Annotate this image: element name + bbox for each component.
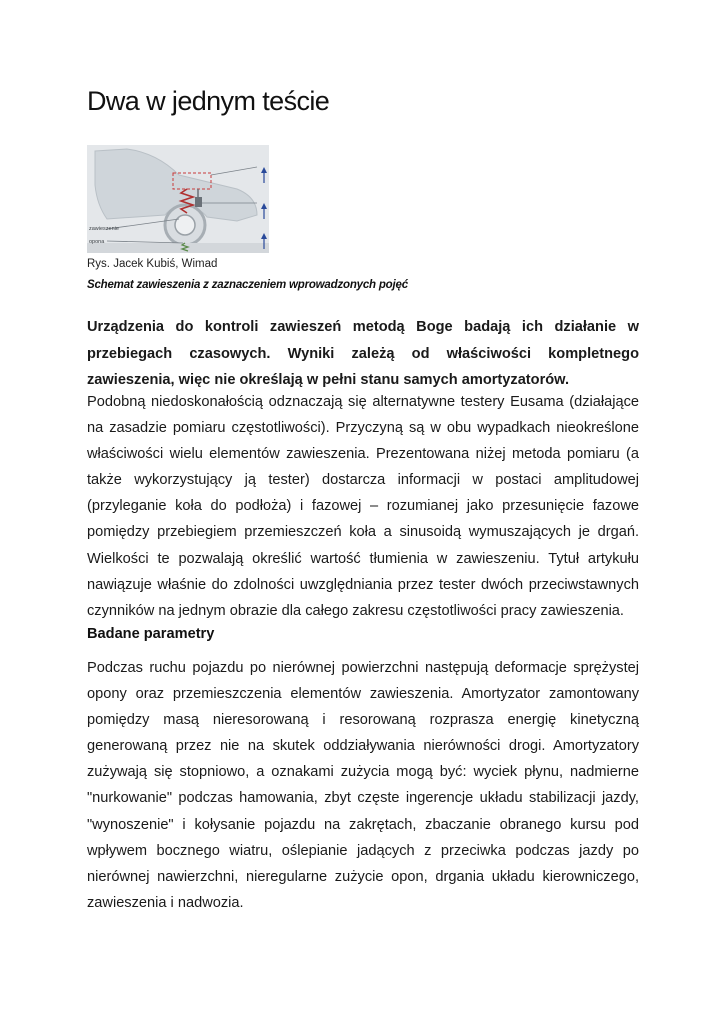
figure-label-suspension: zawieszenie [89, 226, 119, 232]
body-paragraph-2: Podczas ruchu pojazdu po nierównej powierzchni następują deformacje sprężystej opony oraz przemieszczenia elementów zawieszenia. Amortyzator zamontowany pomiędzy masą nieresorowaną i resorowaną rozprasza energię kinetyczną generowaną przez nie na skutek oddziaływania nierówności drogi. Amortyzatory zużywają się stopniowo, a oznakami zużycia mogą być: wyciek płynu, nadmierne "nurkowanie" podczas hamowania, zbyt częste ingerencje układu stabilizacji jazdy, "wynoszenie" i kołysanie pojazdu na zakrętach, zbaczanie obranego kursu pod wpływem bocznego wiatru, oślepianie jadących z przeciwka podczas jazdy po nierównej nawierzchni, nieregularne zużycie opon, drgania układu kierowniczego, zawieszenia i nadwozia. [87, 660, 639, 911]
figure-credit: Rys. Jacek Kubiś, Wimad [87, 258, 218, 270]
body-paragraph-1: Podobną niedoskonałością odznaczają się alternatywne testery Eusama (działające na zasadzie pomiaru częstotliwości). Przyczyną są w obu wypadkach nieokreślone właściwości wielu elementów zawieszenia. Prezentowana niżej metoda pomiaru (a także wykorzystujący ją tester) dostarcza informacji w postaci amplitudowej (przyleganie koła do podłoża) i fazowej – rozumianej jako przesunięcie fazowe pomiędzy przebiegiem przemieszczeń koła a sinusoidą wymuszających je drgań. Wielkości te pozwalają określić wartość tłumienia w zawieszeniu. Tytuł artykułu nawiązuje właśnie do zdolności uwzględniania przez tester dwóch przeciwstawnych czynników na jednym obrazie dla całego zakresu częstotliwości pracy zawieszenia. [87, 394, 639, 619]
figure-label-tire: opona [89, 239, 105, 245]
suspension-diagram [87, 145, 269, 253]
lead-paragraph: Urządzenia do kontroli zawieszeń metodą Boge badają ich działanie w przebiegach czasowych. Wyniki zależą od właściwości kompletnego zawieszenia, więc nie określają w pełni stanu samych amortyzatorów. [87, 319, 639, 389]
page-title: Dwa w jednym teście [87, 86, 330, 116]
section-heading: Badane parametry [87, 626, 215, 642]
figure-caption: Schemat zawieszenia z zaznaczeniem wprowadzonych pojęć [87, 279, 408, 291]
